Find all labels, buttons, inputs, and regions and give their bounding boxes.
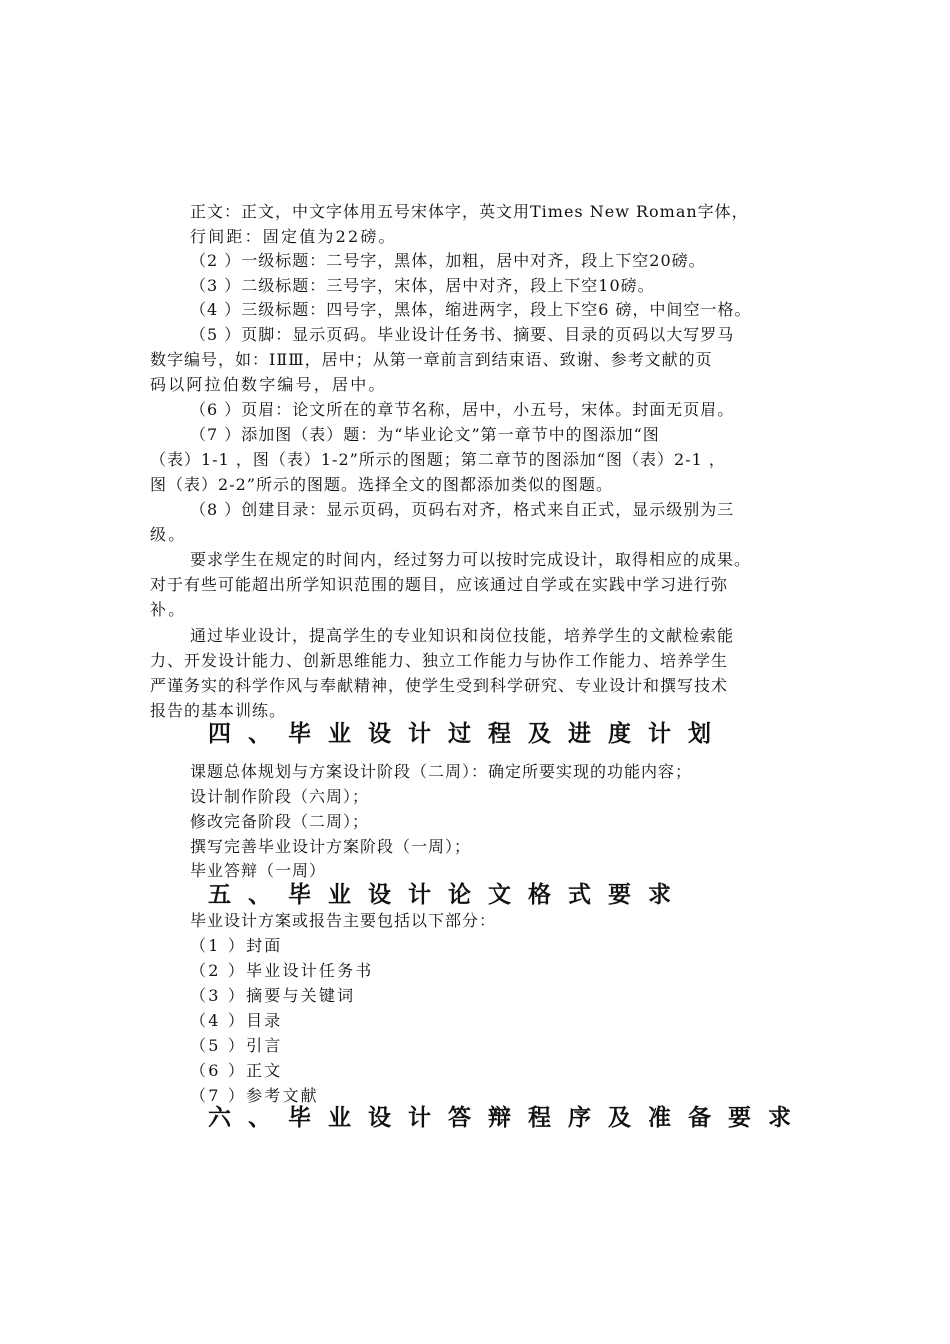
list-item: （2 ）毕业设计任务书 (190, 961, 374, 980)
body-text-line: 正文：正文，中文字体用五号宋体字，英文用Times New Roman字体， (190, 202, 749, 221)
body-text-line: 码以阿拉伯数字编号，居中。 (150, 375, 387, 394)
format-item-6: （6 ）页眉：论文所在的章节名称，居中，小五号，宋体。封面无页眉。 (190, 400, 735, 419)
body-text-line: 图（表）2-2”所示的图题。选择全文的图都添加类似的图题。 (150, 475, 613, 494)
format-item-2: （2 ）一级标题：二号字，黑体，加粗，居中对齐，段上下空20磅。 (190, 251, 706, 270)
format-item-7: （7 ）添加图（表）题：为“毕业论文”第一章节中的图添加“图 (190, 425, 660, 444)
list-item: （6 ）正文 (190, 1061, 283, 1080)
body-text-line: （表）1-1 ，图（表）1-2”所示的图题；第二章节的图添加“图（表）2-1 ， (150, 450, 726, 469)
body-text-line: 行间距：固定值为22磅。 (190, 227, 397, 246)
format-item-4: （4 ）三级标题：四号字，黑体，缩进两字，段上下空6 磅，中间空一格。 (190, 300, 752, 319)
list-item: （5 ）引言 (190, 1036, 283, 1055)
section-heading-6: 六、毕业设计答辩程序及准备要求 (208, 1105, 808, 1131)
list-item: （3 ）摘要与关键词 (190, 986, 356, 1005)
format-item-5: （5 ）页脚：显示页码。毕业设计任务书、摘要、目录的页码以大写罗马 (190, 325, 735, 344)
list-item: （7 ）参考文献 (190, 1086, 319, 1105)
schedule-item: 课题总体规划与方案设计阶段（二周）：确定所要实现的功能内容； (190, 762, 693, 781)
paragraph-line: 通过毕业设计，提高学生的专业知识和岗位技能，培养学生的文献检索能 (190, 626, 735, 645)
section-intro: 毕业设计方案或报告主要包括以下部分： (190, 911, 497, 930)
schedule-item: 修改完备阶段（二周）； (190, 812, 370, 831)
format-item-3: （3 ）二级标题：三号字，宋体，居中对齐，段上下空10磅。 (190, 276, 655, 295)
paragraph-line: 要求学生在规定的时间内，经过努力可以按时完成设计，取得相应的成果。 (190, 550, 752, 569)
paragraph-line: 补。 (150, 600, 187, 619)
schedule-item: 设计制作阶段（六周）； (190, 787, 370, 806)
body-text-line: 级。 (150, 525, 187, 544)
schedule-item: 毕业答辩（一周） (190, 861, 327, 880)
list-item: （4 ）目录 (190, 1011, 283, 1030)
format-item-8: （8 ）创建目录：显示页码，页码右对齐，格式来自正式，显示级别为三 (190, 500, 735, 519)
schedule-item: 撰写完善毕业设计方案阶段（一周）； (190, 837, 472, 856)
paragraph-line: 对于有些可能超出所学知识范围的题目，应该通过自学或在实践中学习进行弥 (150, 575, 729, 594)
section-heading-5: 五、毕业设计论文格式要求 (208, 882, 688, 908)
section-heading-4: 四、毕业设计过程及进度计划 (208, 721, 728, 747)
paragraph-line: 报告的基本训练。 (150, 701, 287, 720)
body-text-line: 数字编号，如：ⅠⅡⅢ，居中；从第一章前言到结束语、致谢、参考文献的页 (150, 350, 713, 369)
paragraph-line: 严谨务实的科学作风与奉献精神，使学生受到科学研究、专业设计和撰写技术 (150, 676, 729, 695)
paragraph-line: 力、开发设计能力、创新思维能力、独立工作能力与协作工作能力、培养学生 (150, 651, 729, 670)
list-item: （1 ）封面 (190, 936, 283, 955)
